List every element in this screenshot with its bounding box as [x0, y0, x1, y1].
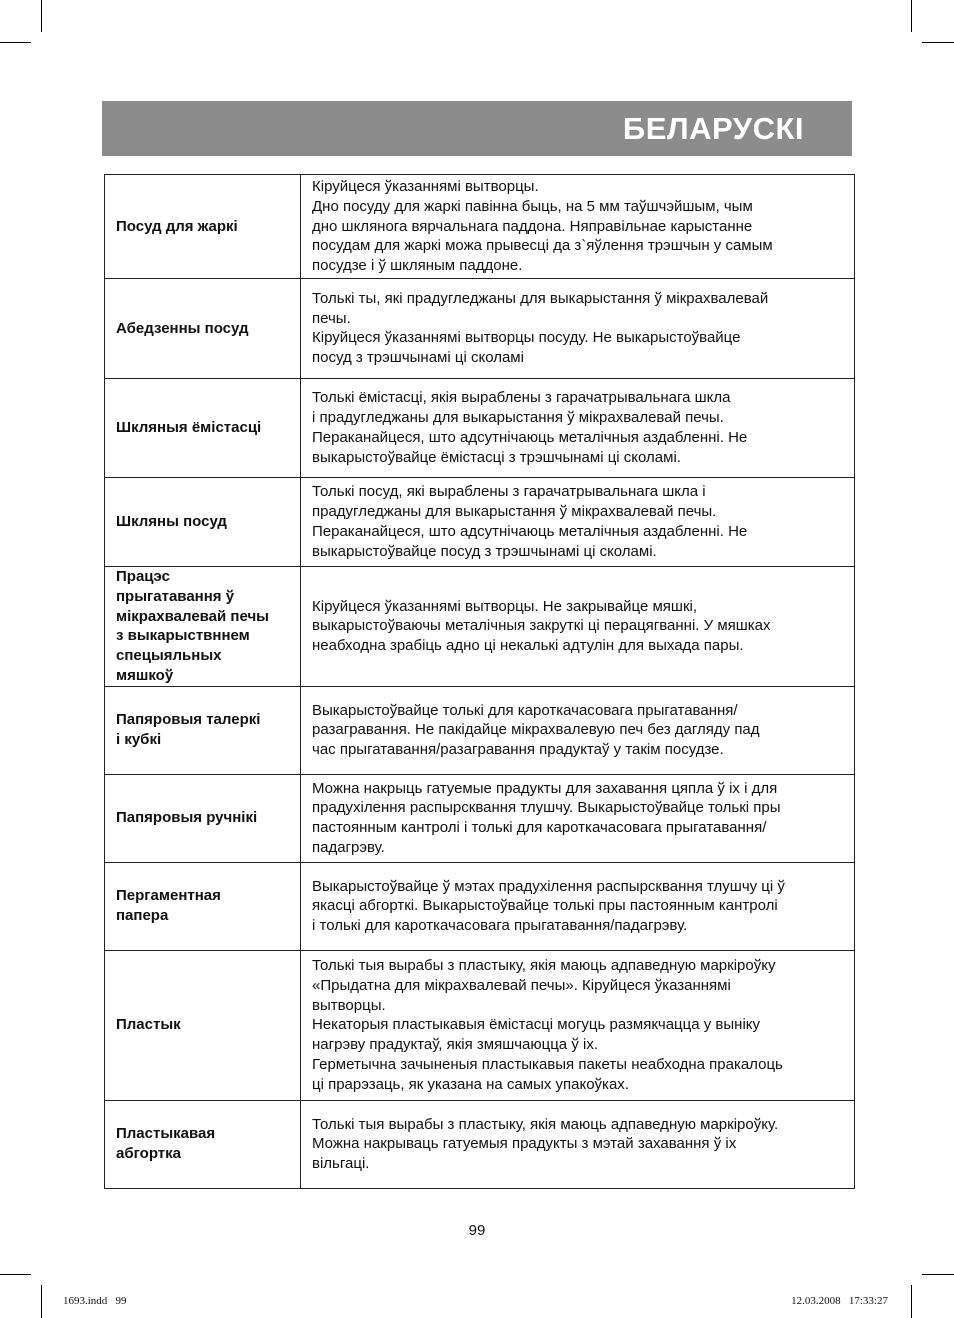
row-label: Шкляны посуд — [105, 477, 301, 566]
row-description: Кіруйцеся ўказаннямі вытворцы. Дно посуду для жаркі павінна быць, на 5 мм таўшчэйшым, чым дно шклянога вярчальнага паддона. Няправільнае карыстанне посудам для жаркі можа прывесці да з`яўлення трэшчын у самым посудзе і ў шкляным паддоне. — [301, 175, 855, 279]
row-description: Толькі ты, які прадугледжаны для выкарыстання ў мікрахвалевай печы. Кіруйцеся ўказаннямі вытворцы посуду. Не выкарыстоўвайце посуд з трэшчынамі ці сколамі — [301, 278, 855, 378]
crop-mark — [41, 1285, 42, 1318]
cookware-table — [104, 174, 855, 1189]
crop-mark — [922, 42, 954, 43]
row-label: Папяровыя ручнікі — [105, 774, 301, 862]
table-row — [105, 175, 855, 279]
row-description: Выкарыстоўвайце толькі для кароткачасовага прыгатавання/ разагравання. Не пакідайце мікрахвалевую печ без дагляду пад час прыгатавання/разагравання прадуктаў у такім посудзе. — [301, 686, 855, 774]
table-row — [105, 566, 855, 686]
table-row — [105, 477, 855, 566]
row-label: Посуд для жаркі — [105, 175, 301, 279]
crop-mark — [41, 0, 42, 32]
row-description: Толькі тыя вырабы з пластыку, якія маюць адпаведную маркіроўку «Прыдатна для мікрахвалевай печы». Кіруйцеся ўказаннямі вытворцы. Некаторыя пластыкавыя ёмістасці могуць размякчацца у выніку нагрэву прадуктаў, якія змяшчаюцца ў іх. Герметычна зачыненыя пластыкавыя пакеты неабходна пракалоць ці прарэзаць, як указана на самых упакоўках. — [301, 950, 855, 1100]
row-label: Пластыкавая абгортка — [105, 1100, 301, 1188]
table-row — [105, 378, 855, 477]
row-description: Кіруйцеся ўказаннямі вытворцы. Не закрывайце мяшкі, выкарыстоўваючы металічныя закруткі ці перацягванні. У мяшках неабходна зрабіць адно ці некалькі адтулін для выхада пары. — [301, 566, 855, 686]
footer-datetime: 12.03.2008 17:33:27 — [791, 1295, 888, 1307]
crop-mark — [922, 1274, 954, 1275]
crop-mark — [0, 1274, 31, 1275]
row-label: Шкляныя ёмістасці — [105, 378, 301, 477]
table-row — [105, 278, 855, 378]
row-description: Толькі посуд, які выраблены з гарачатрывальнага шкла і прадугледжаны для выкарыстання ў мікрахвалевай печы. Пераканайцеся, што адсутнічаюць металічныя аздабленні. Не выкарыстоўвайце посуд з трэшчынамі ці сколамі. — [301, 477, 855, 566]
row-description: Толькі ёмістасці, якія выраблены з гарачатрывальнага шкла і прадугледжаны для выкарыстання ў мікрахвалевай печы. Пераканайцеся, што адсутнічаюць металічныя аздабленні. Не выкарыстоўвайце ёмістасці з трэшчынамі ці сколамі. — [301, 378, 855, 477]
table-row — [105, 862, 855, 950]
page-title: БЕЛАРУСКІ — [622, 111, 804, 146]
page-number: 99 — [468, 1222, 486, 1239]
row-label: Абедзенны посуд — [105, 278, 301, 378]
row-description: Толькі тыя вырабы з пластыку, якія маюць адпаведную маркіроўку. Можна накрываць гатуемыя прадукты з мэтай захавання ў іх вільгаці. — [301, 1100, 855, 1188]
table-row — [105, 686, 855, 774]
row-label: Пластык — [105, 950, 301, 1100]
row-label: Пергаментная папера — [105, 862, 301, 950]
footer-file-info: 1693.indd 99 — [63, 1295, 127, 1307]
row-label: Працэс прыгатавання ў мікрахвалевай печы з выкарыствннем спецыяльных мяшкоў — [105, 566, 301, 686]
row-description: Можна накрыць гатуемые прадукты для захавання цяпла ў іх і для прадухілення распырсквання тлушчу. Выкарыстоўвайце толькі пры пастоянным кантролі і толькі для кароткачасовага прыгатавання/ падагрэву. — [301, 774, 855, 862]
table-row — [105, 950, 855, 1100]
crop-mark — [911, 1285, 912, 1318]
table-row — [105, 774, 855, 862]
language-header — [102, 101, 852, 156]
row-description: Выкарыстоўвайце ў мэтах прадухілення распырсквання тлушчу ці ў якасці абгорткі. Выкарыстоўвайце толькі пры пастоянным кантролі і толькі для кароткачасовага прыгатавання/падагрэву. — [301, 862, 855, 950]
crop-mark — [911, 0, 912, 32]
row-label: Папяровыя талеркі і кубкі — [105, 686, 301, 774]
crop-mark — [0, 42, 31, 43]
table-row — [105, 1100, 855, 1188]
